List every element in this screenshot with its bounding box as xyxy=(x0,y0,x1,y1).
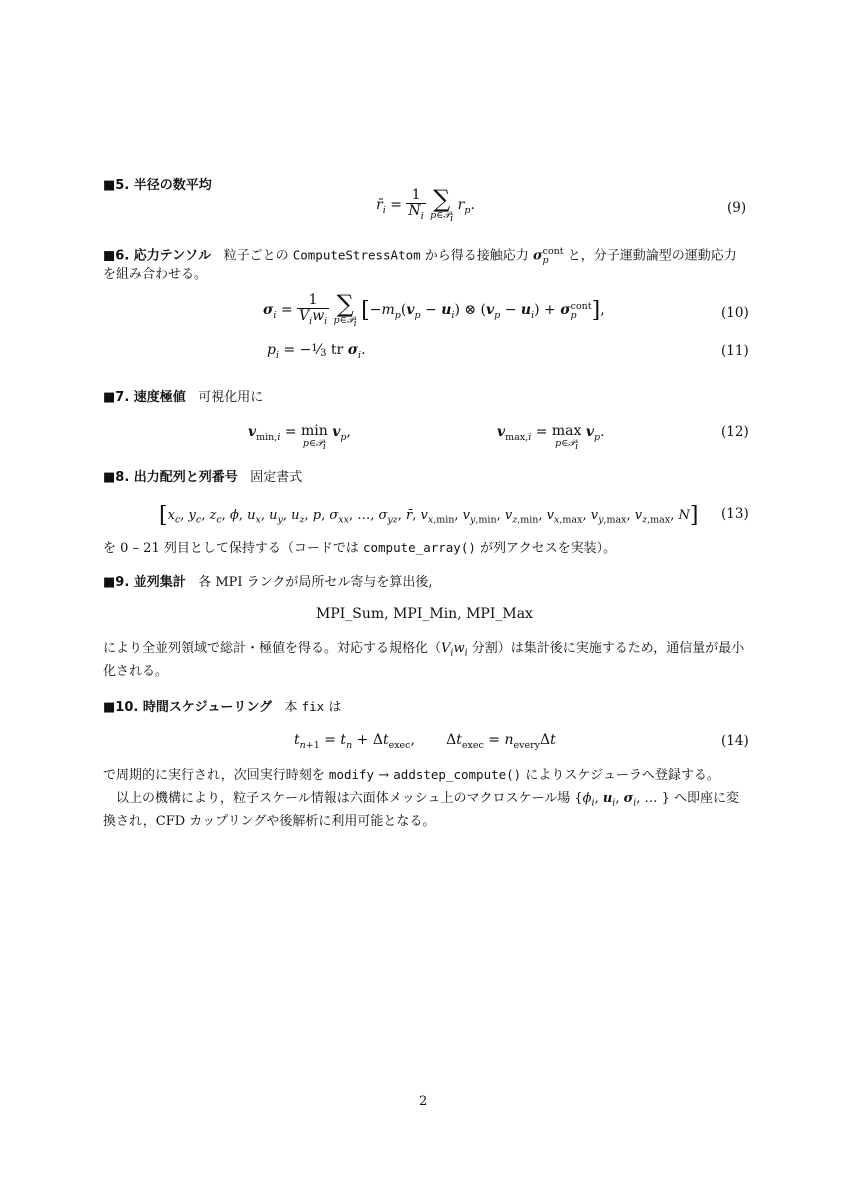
addstep-compute-code: addstep_compute() xyxy=(393,767,522,782)
section-9-paragraph xyxy=(103,574,433,592)
section-6-heading: ■6. 応力テンソル xyxy=(103,248,212,264)
arrow: → xyxy=(378,768,390,783)
equation-number-10: (10) xyxy=(721,305,749,321)
section-6-text-2: から得る接触応力 xyxy=(424,248,529,264)
section-10-paragraph xyxy=(103,698,341,717)
section-7-paragraph xyxy=(103,389,263,407)
modify-code: modify xyxy=(328,767,375,782)
equation-number-12: (12) xyxy=(721,424,749,440)
equation-14: $t_{n+1} = t_n + \Delta t_{exec}$, $\Delta t_{exec} = n_{every}\Delta t$ xyxy=(294,732,556,751)
section-8-after xyxy=(103,539,616,558)
section-10-after-1: で周期的に実行され，次回実行時刻を xyxy=(103,768,325,783)
equation-number-9: (9) xyxy=(727,200,747,216)
section-8-after-1: を 0 – 21 列目として保持する（コードでは xyxy=(103,541,359,556)
section-5-heading: ■5. 半径の数平均 xyxy=(103,178,212,193)
section-9-after-1: により全並列領域で総計・極値を得る。対応する規格化（ xyxy=(103,641,442,656)
compute-array-code: compute_array() xyxy=(362,540,476,555)
section-6-text-4: を組み合わせる。 xyxy=(103,267,208,282)
equation-11: $p_i$ = −$^1$⁄3 tr $\sigma_i$. xyxy=(267,342,366,361)
section-7-text: 可視化用に xyxy=(198,390,264,405)
section-9-after-3: 化される。 xyxy=(103,664,169,679)
fix-code: fix xyxy=(301,699,325,714)
section-8-after-2: が列アクセスを実装）。 xyxy=(480,541,617,556)
closing-line-2: 換され，CFD カップリングや後解析に利用可能となる。 xyxy=(103,814,436,829)
section-6-text-1: 粒子ごとの xyxy=(223,248,289,264)
section-8-paragraph xyxy=(103,469,302,487)
section-9-after: により全並列領域で総計・極値を得る。対応する規格化（$V_iw_i$ 分割）は集計後に実施するため，通信量が最小 xyxy=(103,641,745,659)
section-9-after-2: 分割）は集計後に実施するため，通信量が最小 xyxy=(471,641,745,656)
closing-line-1b: へ即座に変 xyxy=(674,791,740,806)
equation-12-max: $v_{max,i} = \max$ p∈𝒫$_i$ $v_p$. xyxy=(497,423,605,452)
section-10-text-2: は xyxy=(328,700,342,715)
closing-line-1: 以上の機構により，粒子スケール情報は六面体メッシュ上のマクロスケール場 {$\phi_i$, $u_i$, $\sigma_i$, … } へ即座に変 xyxy=(116,791,740,809)
section-10-text-1: 本 xyxy=(284,700,298,715)
section-9-heading: ■9. 並列集計 xyxy=(103,575,186,590)
equation-10: $\sigma_i$ = $\frac{1}{V_iw_i}$ ∑ p∈𝒫$_i$ [$-m_p(v_p - u_i)$ ⊗ $(v_p - u_i) + \sigma_p^{cont}$], xyxy=(263,290,605,329)
section-9-text: 各 MPI ランクが局所セル寄与を算出後, xyxy=(198,575,433,590)
equation-13: [$x_c$, $y_c$, $z_c$, ϕ, $u_x$, $u_y$, $u_z$, p, $\sigma_{xx}$, …, $\sigma_{yz}$, r̄, $v_{x,min}$, $v_{y,min}$, $v_{z,min}$, $v_{x,max}$, $v_{y,max}$, $v_{z,max}$, N] xyxy=(159,503,699,528)
equation-number-11: (11) xyxy=(721,343,749,359)
page-number: 2 xyxy=(419,1094,428,1109)
section-7-heading: ■7. 速度極値 xyxy=(103,390,186,405)
section-10-after xyxy=(103,766,720,785)
equation-12-min: $v_{min,i} = \min$ p∈𝒫$_i$ $v_p$, xyxy=(248,423,351,452)
equation-number-14: (14) xyxy=(721,733,749,749)
equation-9: $r̄_i$ = $\frac{1}{N_i}$ ∑ p∈𝒫$_i$ $r_p$. xyxy=(376,185,475,224)
section-10-after-2: によりスケジューラへ登録する。 xyxy=(525,768,720,783)
section-8-heading: ■8. 出力配列と列番号 xyxy=(103,470,238,485)
section-6-text-3: と，分子運動論型の運動応力 xyxy=(567,248,737,264)
mpi-ops: MPI_Sum, MPI_Min, MPI_Max xyxy=(316,606,533,622)
equation-number-13: (13) xyxy=(721,506,749,522)
section-8-text: 固定書式 xyxy=(250,470,303,485)
compute-stress-atom-code: ComputeStressAtom xyxy=(292,247,421,263)
section-10-heading: ■10. 時間スケジューリング xyxy=(103,700,273,715)
closing-line-1a: 以上の機構により，粒子スケール情報は六面体メッシュ上のマクロスケール場 xyxy=(116,791,571,806)
section-6-paragraph: ■6. 応力テンソル 粒子ごとの ComputeStressAtom から得る接触応力 $\sigma_p^{cont}$ と，分子運動論型の運動応力 xyxy=(103,246,737,266)
